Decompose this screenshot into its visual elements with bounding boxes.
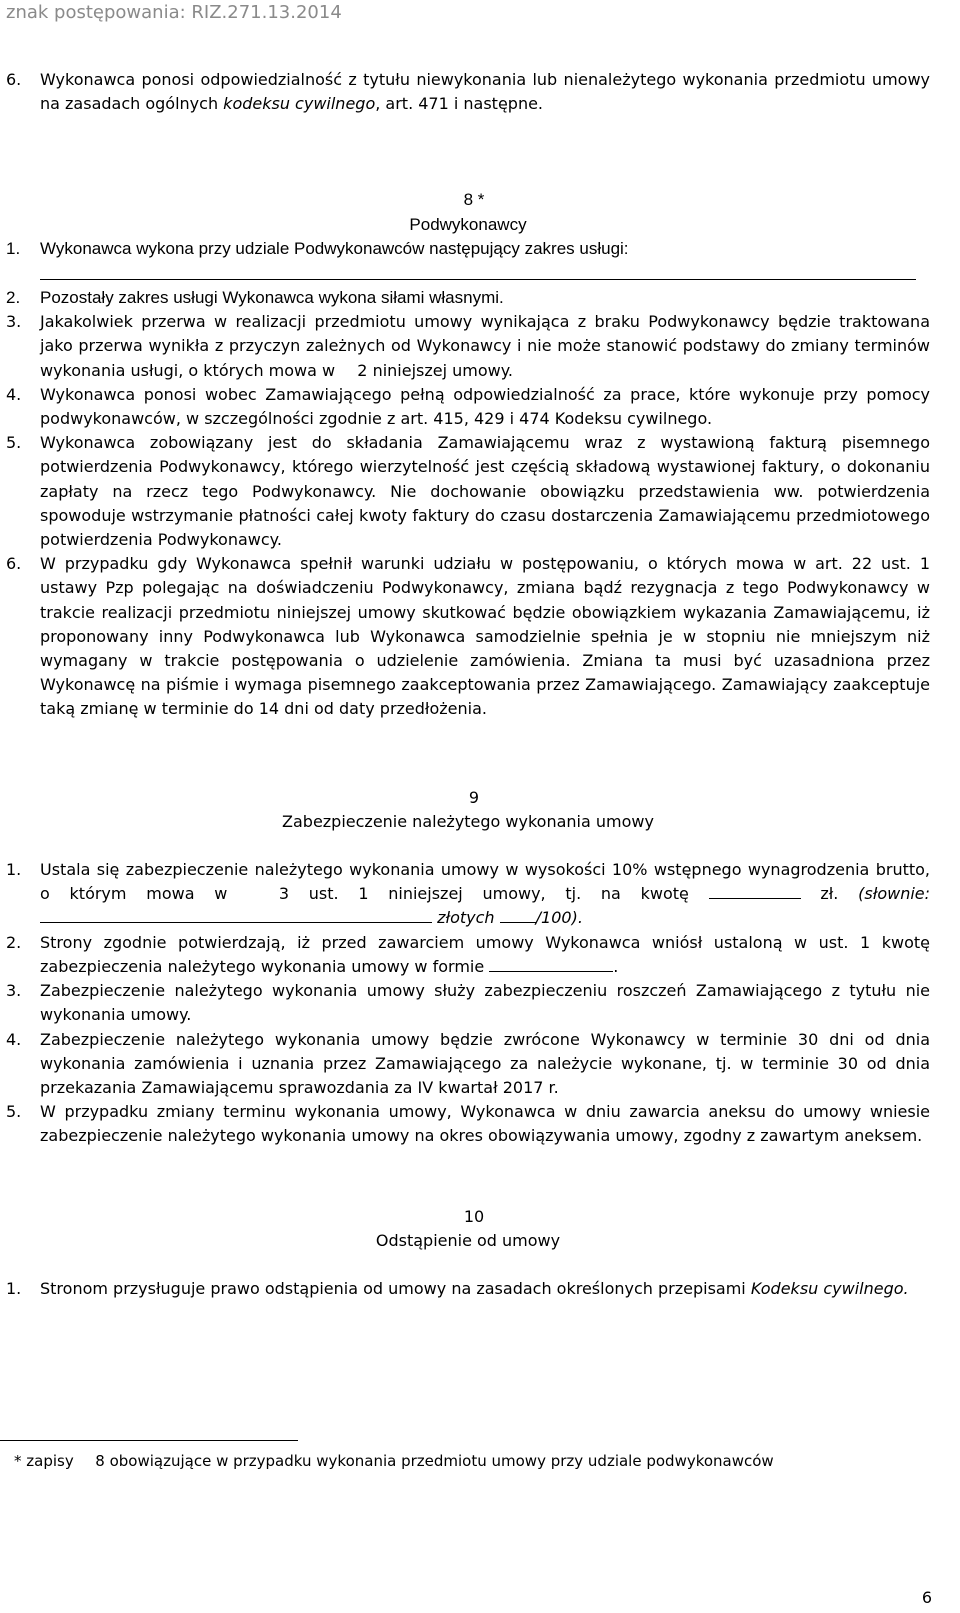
- grosze-blank[interactable]: [500, 906, 536, 923]
- section-9-title: Zabezpieczenie należytego wykonania umowy: [282, 811, 654, 831]
- section-8-item-3: 3. Jakakolwiek przerwa w realizacji przedmiotu umowy wynikająca z braku Podwykonawcy będzie traktowana jako przerwa wynikła z przyczyn zależnych od Wykonawcy i nie może stanowić podstawy do zmiany terminów wykonania usługi, o których mowa w 2 niniejszej umowy.: [6, 312, 930, 380]
- footnote: * zapisy 8 obowiązujące w przypadku wykonania przedmiotu umowy przy udziale podwykonawców: [14, 1452, 774, 1470]
- section-9-item-2: 2. Strony zgodnie potwierdzają, iż przed zawarciem umowy Wykonawca wniósł ustaloną w ust. 1 kwotę zabezpieczenia należytego wykonania umowy w formie .: [6, 932, 930, 976]
- page-number: 6: [921, 1588, 932, 1607]
- section-8-item-4: 4. Wykonawca ponosi wobec Zamawiającego pełną odpowiedzialność za prace, które wykonuje przy pomocy podwykonawców, w szczególności zgodnie z art. 415, 429 i 474 Kodeksu cywilnego.: [6, 384, 930, 429]
- footnote-rule: [0, 1440, 298, 1441]
- amount-blank[interactable]: [709, 882, 801, 899]
- item-number: 6.: [6, 70, 22, 89]
- case-reference-header: znak postępowania: RIZ.271.13.2014: [6, 2, 342, 23]
- section-9-number: 9: [468, 787, 480, 807]
- section-8-title: Podwykonawcy: [409, 214, 527, 234]
- amount-in-words-blank[interactable]: [40, 906, 432, 923]
- section-9-item-1: 1. Ustala się zabezpieczenie należytego wykonania umowy w wysokości 10% wstępnego wynagrodzenia brutto, o którym mowa w 3 ust. 1 niniejszej umowy, tj. na kwotę zł. (słownie: złotych /100).: [6, 860, 931, 928]
- section-8-item-1: 1. Wykonawca wykona przy udziale Podwykonawców następujący zakres usługi:: [6, 238, 629, 258]
- paragraph-6-liability: [6, 68, 930, 116]
- section-10-title: Odstąpienie od umowy: [375, 1230, 561, 1250]
- section-8-item-6: 6. W przypadku gdy Wykonawca spełnił warunki udziału w postępowaniu, o których mowa w art. 22 ust. 1 ustawy Pzp polegając na doświadczeniu Podwykonawcy, zmiana bądź rezygnacja z tego Podwykonawcy w trakcie realizacji przedmiotu niniejszej umowy skutkować będzie obowiązkiem wykazania Zamawiającemu, iż proponowany inny Podwykonawca lub Wykonawca samodzielnie spełnia je w stopniu nie mniejszym niż wymagany w trakcie postępowania o udzielenie zamówienia. Zmiana ta musi być uzasadniona przez Wykonawcę na piśmie i wymaga pisemnego zaakceptowania przez Zamawiającego. Zamawiający zaakceptuje taką zmianę w terminie do 14 dni od daty przedłożenia.: [6, 554, 930, 719]
- item-text-italic: kodeksu cywilnego: [223, 94, 376, 114]
- item-text: Wykonawca ponosi odpowiedzialność z tytułu niewykonania lub nienależytego wykonania przedmiotu umowy na zasadach ogólnych: [40, 70, 930, 114]
- section-10-number: 10: [463, 1206, 485, 1226]
- section-8-item-2: 2. Pozostały zakres usługi Wykonawca wykona siłami własnymi.: [6, 288, 504, 308]
- section-9-item-4: 4. Zabezpieczenie należytego wykonania umowy będzie zwrócone Wykonawcy w terminie 30 dni od dnia wykonania zamówienia i uznania przez Zamawiającego za należycie wykonane, tj. w terminie 30 od dnia przekazania Zamawiającemu sprawozdania za IV kwartał 2017 r.: [6, 1029, 930, 1097]
- section-8-number: 8 *: [463, 190, 485, 210]
- section-8-item-5: 5. Wykonawca zobowiązany jest do składania Zamawiającemu wraz z wystawioną fakturą pisemnego potwierdzenia Podwykonawcy, którego wierzytelność jest częścią składową wystawionej faktury, o dokonaniu zapłaty na rzecz tego Podwykonawcy. Nie dochowanie obowiązku przedstawienia ww. potwierdzenia spowoduje wstrzymanie płatności całej kwoty faktury do czasu dostarczenia Zamawiającemu przedmiotowego potwierdzenia Podwykonawcy.: [6, 433, 930, 550]
- section-10-item-1: 1. Stronom przysługuje prawo odstąpienia od umowy na zasadach określonych przepisami Kodeksu cywilnego.: [6, 1278, 909, 1298]
- section-9-item-3: 3. Zabezpieczenie należytego wykonania umowy służy zabezpieczeniu roszczeń Zamawiającego z tytułu nie wykonania umowy.: [6, 981, 930, 1025]
- form-blank[interactable]: [489, 955, 613, 972]
- document-body: [6, 68, 930, 1301]
- section-9-item-5: 5. W przypadku zmiany terminu wykonania umowy, Wykonawca w dniu zawarcia aneksu do umowy wniesie zabezpieczenie należytego wykonania umowy na okres obowiązywania umowy, zgodny z zawartym aneksem.: [6, 1102, 930, 1146]
- fill-in-line: [40, 261, 916, 280]
- section-8: [6, 188, 930, 310]
- item-text-end: , art. 471 i następne.: [375, 94, 544, 114]
